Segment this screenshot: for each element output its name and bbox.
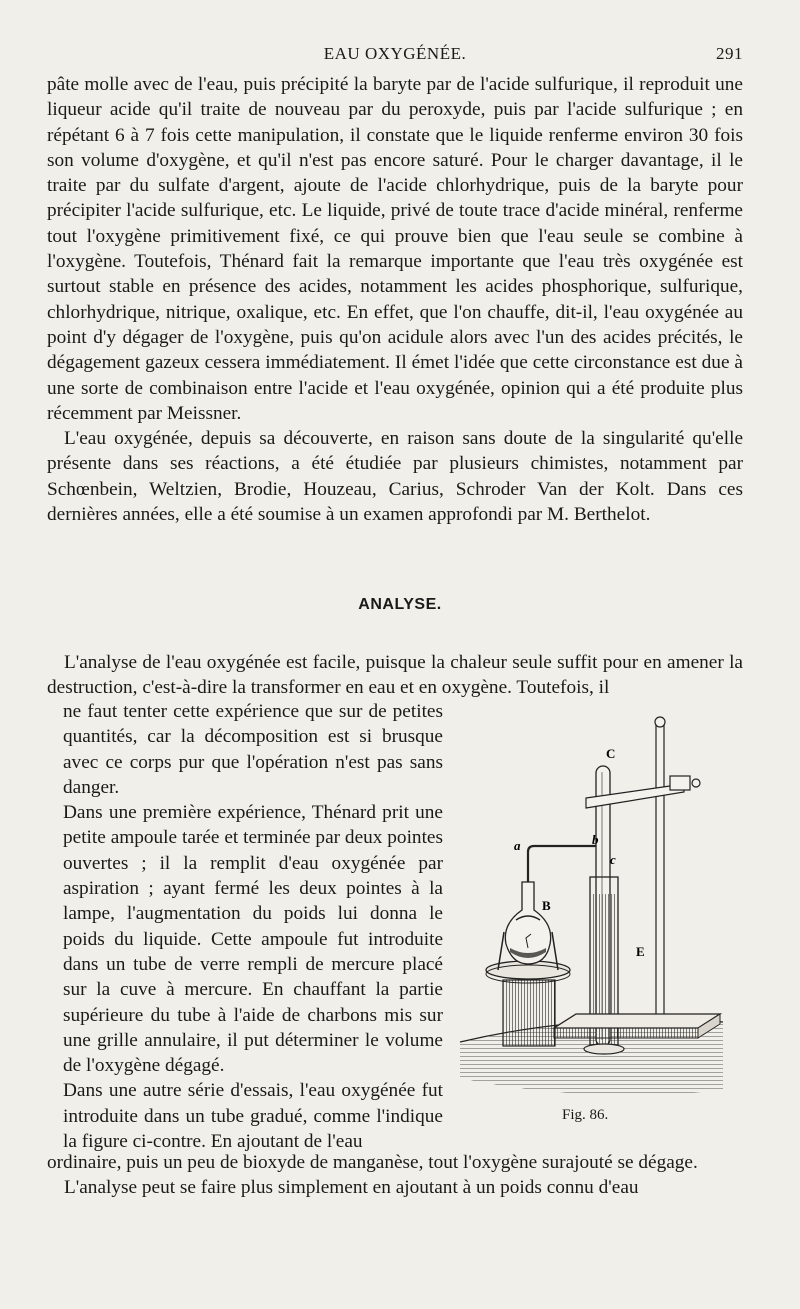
label-b: b xyxy=(592,832,599,847)
bottom-text xyxy=(47,1150,743,1201)
paragraph-history: L'eau oxygénée, depuis sa découverte, en raison sans doute de la singularité qu'elle présente dans ses réactions, a été étudiée par plusieurs chimistes, notamment par Schœnbein, Weltzien, Brodie, Houzeau, Carius, Schroder Van der Kolt. Dans ces dernières années, elle a été soumise à un examen approfondi par M. Berthelot. xyxy=(47,428,743,526)
support-stand xyxy=(554,717,720,1038)
label-C: C xyxy=(606,746,616,761)
paragraph-second-experiment-end: ordinaire, puis un peu de bioxyde de manganèse, tout l'oxygène surajouté se dégage. xyxy=(47,1152,698,1173)
label-E: E xyxy=(636,944,645,959)
figure-caption: Fig. 86. xyxy=(562,1107,609,1123)
analysis-intro: L'analyse de l'eau oxygénée est facile, puisque la chaleur seule suffit pour en amener la destruction, c'est-à-dire la transformer en eau et en oxygène. Toutefois, il xyxy=(47,652,743,699)
section-title: ANALYSE. xyxy=(358,596,442,613)
page-number: 291 xyxy=(716,44,743,63)
delivery-tube xyxy=(528,846,604,888)
left-column-text xyxy=(63,699,443,1154)
paragraph-second-experiment: Dans une autre série d'essais, l'eau oxygénée fut introduite dans un tube gradué, comme l'indique la figure ci-contre. En ajoutant de l'eau xyxy=(63,1080,443,1153)
apparatus-figure xyxy=(458,712,728,1102)
running-head xyxy=(47,44,743,68)
running-title: EAU OXYGÉNÉE. xyxy=(323,44,467,63)
paragraph-first-experiment: Dans une première expérience, Thénard prit une petite ampoule tarée et terminée par deux pointes ouvertes ; il la remplit d'eau oxygénée par aspiration ; ayant fermé les deux pointes à la lampe, l'augmentation du poids lui donna le poids du liquide. Cette ampoule fut introduite dans un tube de verre rempli de mercure placé sur la cuve à mercure. En chauffant la partie supérieure du tube à l'aide de charbons mis sur une grille annulaire, il put déterminer le volume de l'oxygène dégagé. xyxy=(63,802,443,1077)
label-a: a xyxy=(514,838,521,853)
paragraph-continued: pâte molle avec de l'eau, puis précipité la baryte par de l'acide sulfurique, il reproduit une liqueur acide qu'il traite de nouveau par du peroxyde, puis par l'acide sulfurique ; en répétant 6 à 7 fois cette manipulation, il constate que le liquide renferme environ 30 fois son volume d'oxygène, et qu'il n'est pas encore saturé. Pour le charger davantage, il le traite par du sulfate d'argent, ajoute de l'acide chlorhydrique, puis de la baryte pour précipiter l'acide sulfurique, etc. Le liquide, privé de toute trace d'acide minéral, renferme tout l'oxygène primitivement fixé, ce qui prouve bien que l'eau seule se combine à l'oxygène. Toutefois, Thénard fait la remarque importante que l'eau très oxygénée est surtout stable en présence des acides, notamment les acides phosphorique, sulfurique, chlorhydrique, nitrique, oxalique, etc. En effet, que l'on chauffe, dit-il, l'eau oxygénée au point d'y dégager de l'oxygène, puis qu'on acidule alors avec l'un des acides précités, le dégagement gazeux cessera immédiatement. Il émet l'idée que cette circonstance est due à une sorte de combinaison entre l'acide et l'eau oxygénée, opinion qui a été produite plus récemment par Meissner. xyxy=(47,74,743,424)
paragraph-caution: ne faut tenter cette expérience que sur de petites quantités, car la décomposition est si brusque avec ce corps pur que l'opération n'est pas sans danger. xyxy=(63,701,443,798)
label-c: c xyxy=(610,852,616,867)
paragraph-analysis-method: L'analyse peut se faire plus simplement en ajoutant à un poids connu d'eau xyxy=(64,1177,639,1199)
flask-b xyxy=(498,882,558,970)
label-B: B xyxy=(542,898,551,913)
main-text xyxy=(47,72,743,527)
